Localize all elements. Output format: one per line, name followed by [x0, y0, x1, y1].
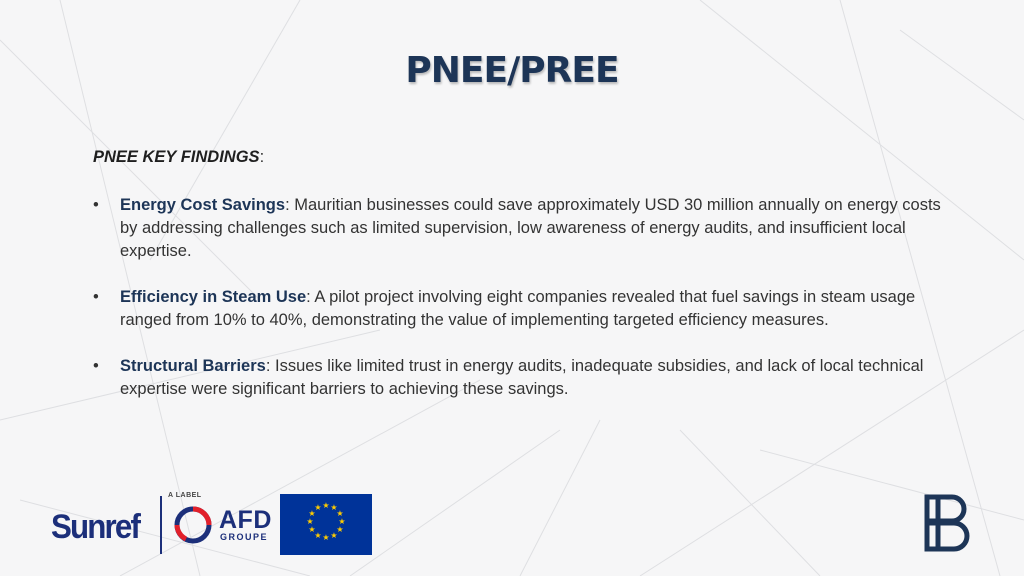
label-caption: A LABEL	[168, 492, 202, 499]
svg-text:★: ★	[314, 531, 322, 540]
svg-text:★: ★	[338, 517, 346, 526]
page-title: PNEE/PREE	[405, 50, 619, 91]
bullet-text: : A pilot project involving eight companies revealed that fuel savings in steam usage ranged from 10% to 40%, demonstrating the value of implementing targeted efficiency measures.	[120, 288, 916, 329]
svg-text:★: ★	[322, 501, 330, 510]
b-logo-icon	[924, 494, 970, 552]
findings-list	[93, 194, 943, 401]
afd-groupe-text: GROUPE	[220, 532, 269, 542]
afd-logo: AFD	[219, 506, 272, 534]
svg-text:★: ★	[336, 525, 344, 534]
bullet-icon: •	[93, 196, 99, 214]
svg-text:★: ★	[308, 509, 316, 518]
svg-text:★: ★	[306, 517, 314, 526]
subtitle-text: PNEE KEY FINDINGS	[93, 148, 260, 166]
svg-text:★: ★	[330, 503, 338, 512]
svg-text:★: ★	[308, 525, 316, 534]
bullet-heading: Energy Cost Savings	[120, 196, 286, 214]
bullet-heading: Structural Barriers	[120, 357, 266, 375]
list-item	[93, 355, 943, 401]
bullet-text: : Mauritian businesses could save approximately USD 30 million annually on energy costs by addressing challenges such as limited supervision, low awareness of energy audits, and insufficient local expertise.	[120, 196, 941, 260]
logo-divider	[160, 496, 162, 554]
svg-text:★: ★	[314, 503, 322, 512]
slide-content	[93, 146, 943, 424]
footer-logos	[0, 488, 1024, 568]
eu-flag-icon	[280, 494, 372, 555]
list-item	[93, 194, 943, 263]
list-item	[93, 286, 943, 332]
bullet-icon: •	[93, 357, 99, 375]
findings-subtitle	[93, 146, 943, 169]
sunref-logo: Sunref	[51, 508, 140, 546]
afd-ring-icon	[172, 504, 214, 546]
svg-text:★: ★	[336, 509, 344, 518]
svg-text:★: ★	[330, 531, 338, 540]
bullet-heading: Efficiency in Steam Use	[120, 288, 307, 306]
bullet-text: : Issues like limited trust in energy audits, inadequate subsidies, and lack of local technical expertise were significant barriers to achieving these savings.	[120, 357, 924, 398]
svg-text:★: ★	[322, 533, 330, 542]
bullet-icon: •	[93, 288, 99, 306]
subtitle-colon: :	[259, 148, 265, 166]
